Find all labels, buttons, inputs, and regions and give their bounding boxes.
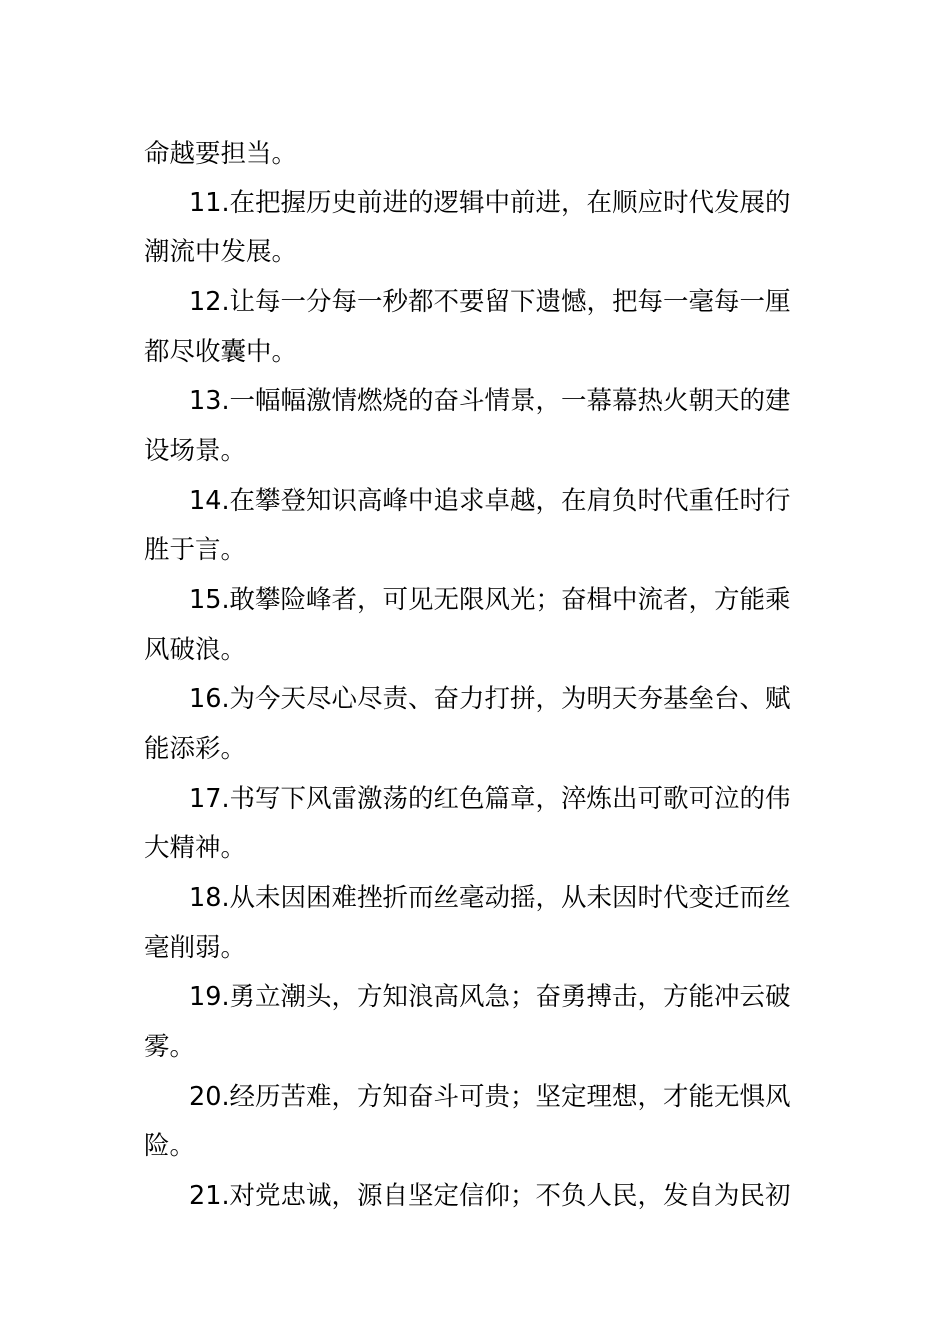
item-12-line-2: 都尽收囊中。 [144, 337, 298, 367]
item-12-line-1: 12.让每一分每一秒都不要留下遗憾，把每一毫每一厘 [189, 287, 791, 317]
item-19-line-1: 19.勇立潮头，方知浪高风急；奋勇搏击，方能冲云破 [189, 982, 791, 1012]
item-16-line-2: 能添彩。 [144, 734, 247, 764]
item-13-line-1: 13.一幅幅激情燃烧的奋斗情景，一幕幕热火朝天的建 [189, 386, 791, 416]
item-17-line-1: 17.书写下风雷激荡的红色篇章，淬炼出可歌可泣的伟 [189, 784, 791, 814]
item-21-line-1: 21.对党忠诚，源自坚定信仰；不负人民，发自为民初 [189, 1181, 791, 1211]
item-11-line-1: 11.在把握历史前进的逻辑中前进，在顺应时代发展的 [189, 188, 791, 218]
item-14-line-1: 14.在攀登知识高峰中追求卓越，在肩负时代重任时行 [189, 486, 791, 516]
item-18-line-2: 毫削弱。 [144, 933, 247, 963]
item-11-line-2: 潮流中发展。 [144, 237, 298, 267]
item-16-line-1: 16.为今天尽心尽责、奋力打拼，为明天夯基垒台、赋 [189, 684, 791, 714]
item-19-line-2: 雾。 [144, 1032, 196, 1062]
item-14-line-2: 胜于言。 [144, 535, 247, 565]
item-20-line-1: 20.经历苦难，方知奋斗可贵；坚定理想，才能无惧风 [189, 1082, 791, 1112]
item-18-line-1: 18.从未因困难挫折而丝毫动摇，从未因时代变迁而丝 [189, 883, 791, 913]
item-15-line-1: 15.敢攀险峰者，可见无限风光；奋楫中流者，方能乘 [189, 585, 791, 615]
item-20-line-2: 险。 [144, 1131, 196, 1161]
item-13-line-2: 设场景。 [144, 436, 247, 466]
item-17-line-2: 大精神。 [144, 833, 247, 863]
text-line: 命越要担当。 [144, 139, 298, 169]
item-15-line-2: 风破浪。 [144, 635, 247, 665]
